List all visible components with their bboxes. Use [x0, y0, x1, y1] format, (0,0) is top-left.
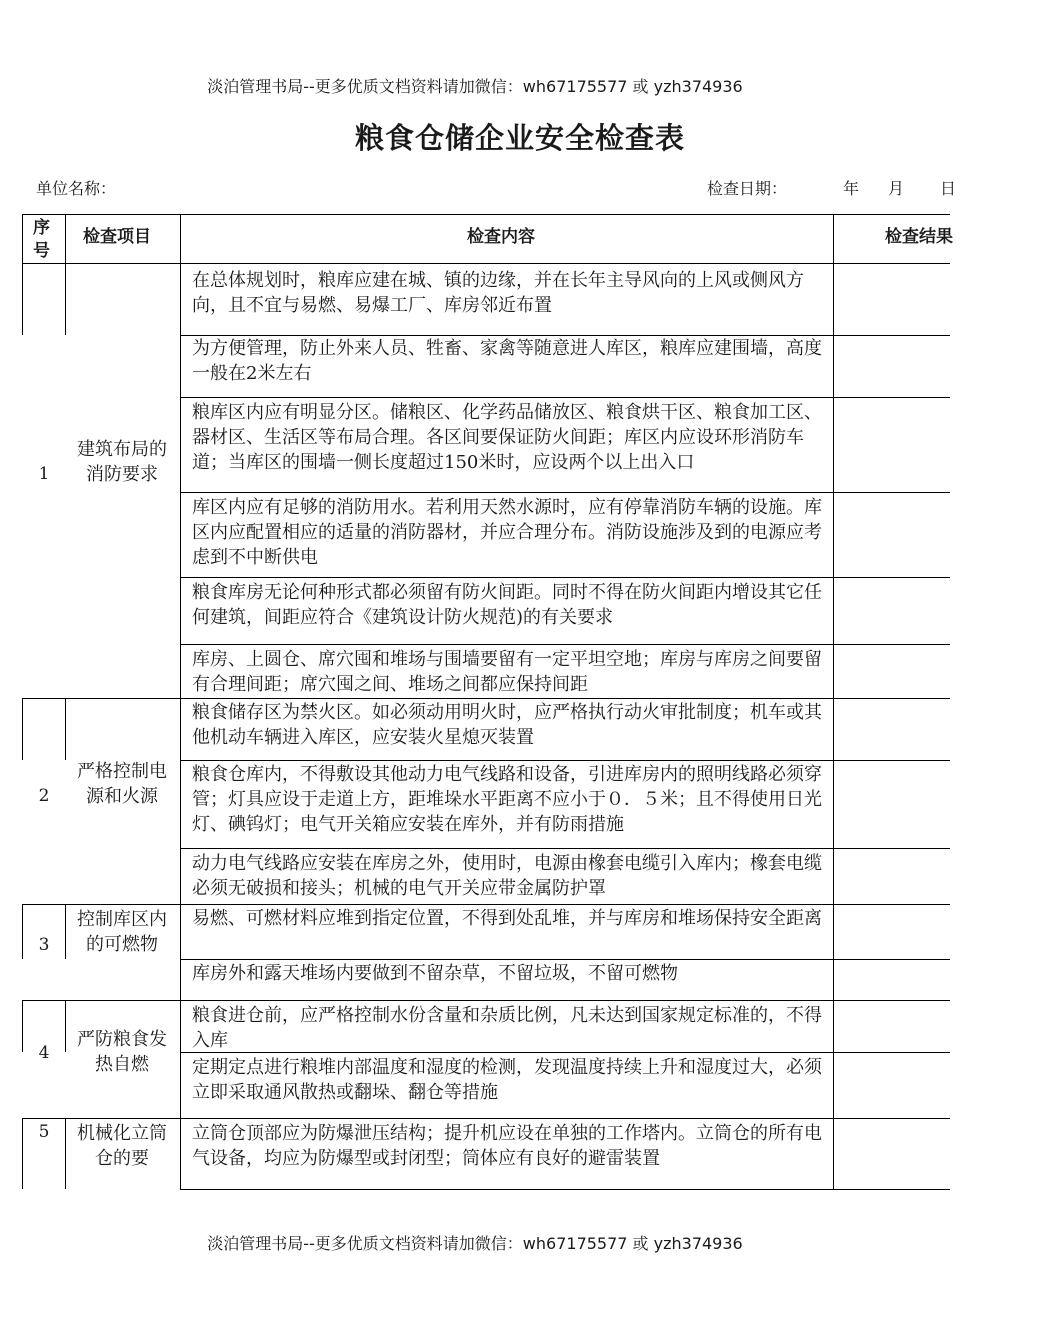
group-seq: 5: [38, 1122, 50, 1142]
content-cell: 库房外和露天堆场内要做到不留杂草，不留垃圾，不留可燃物: [192, 963, 678, 984]
content-cell: 粮食仓库内，不得敷设其他动力电气线路和设备，引进库房内的照明线路必须穿管；灯具应设于走道上方，距堆垛水平距离不应小于０．５米；且不得使用日光灯、碘钨灯；电气开关箱应安装在库外，并有防雨措施: [192, 764, 822, 835]
header-seq: 序号: [33, 218, 50, 261]
header-item: 检查项目: [83, 227, 151, 247]
group-seq: 1: [38, 464, 50, 484]
group-item: 建筑布局的消防要求: [77, 439, 167, 485]
group-item: 机械化立筒仓的要: [77, 1123, 167, 1169]
content-cell: 库区内应有足够的消防用水。若利用天然水源时，应有停靠消防车辆的设施。库区内应配置相应的适量的消防器材，并应合理分布。消防设施涉及到的电源应考虑到不中断供电: [192, 497, 822, 568]
date-year-label: 年: [843, 179, 860, 198]
date-day-label: 日: [940, 179, 957, 198]
header-result: 检查结果: [885, 227, 953, 247]
group-seq: 3: [38, 935, 50, 955]
content-cell: 粮食库房无论何种形式都必须留有防火间距。同时不得在防火间距内增设其它任何建筑，间距应符合《建筑设计防火规范)的有关要求: [192, 582, 822, 628]
group-item: 控制库区内的可燃物: [77, 909, 167, 955]
content-cell: 为方便管理，防止外来人员、牲畜、家禽等随意进人库区，粮库应建围墙，高度一般在2米左右: [192, 338, 822, 384]
content-cell: 动力电气线路应安装在库房之外，使用时，电源由橡套电缆引入库内；橡套电缆必须无破损和接头；机械的电气开关应带金属防护罩: [192, 853, 822, 899]
inspection-date-label: 检查日期：: [707, 179, 788, 198]
unit-name-label: 单位名称：: [36, 179, 117, 198]
content-cell: 粮食储存区为禁火区。如必须动用明火时，应严格执行动火审批制度；机车或其他机动车辆进入库区，应安装火星熄灭装置: [192, 702, 822, 748]
group-seq: 4: [38, 1043, 50, 1063]
group-seq: 2: [38, 786, 50, 806]
content-cell: 粮库区内应有明显分区。储粮区、化学药品储放区、粮食烘干区、粮食加工区、器材区、生活区等布局合理。各区间要保证防火间距；库区内应设环形消防车道；当库区的围墙一侧长度超过150米时，应设两个以上出入口: [192, 402, 822, 473]
header-note: 淡泊管理书局--更多优质文档资料请加微信：wh67175577 或 yzh374936: [207, 77, 743, 96]
footer-note: 淡泊管理书局--更多优质文档资料请加微信：wh67175577 或 yzh374936: [207, 1234, 743, 1253]
content-cell: 立筒仓顶部应为防爆泄压结构；提升机应设在单独的工作塔内。立筒仓的所有电气设备，均应为防爆型或封闭型；筒体应有良好的避雷装置: [192, 1123, 822, 1169]
page-title: 粮食仓储企业安全检查表: [354, 121, 685, 155]
content-cell: 定期定点进行粮堆内部温度和湿度的检测，发现温度持续上升和湿度过大，必须立即采取通风散热或翻垛、翻仓等措施: [192, 1057, 822, 1103]
group-item: 严格控制电源和火源: [77, 761, 167, 807]
date-month-label: 月: [888, 179, 905, 198]
content-cell: 易燃、可燃材料应堆到指定位置，不得到处乱堆，并与库房和堆场保持安全距离: [192, 908, 822, 929]
content-cell: 粮食进仓前，应严格控制水份含量和杂质比例，凡未达到国家规定标准的，不得入库: [192, 1005, 822, 1051]
content-cell: 库房、上圆仓、席穴囤和堆场与围墙要留有一定平坦空地；库房与库房之间要留有合理间距；席穴囤之间、堆场之间都应保持间距: [192, 649, 822, 695]
group-item: 严防粮食发热自燃: [77, 1029, 167, 1075]
header-content: 检查内容: [467, 227, 535, 247]
content-cell: 在总体规划时，粮库应建在城、镇的边缘，并在长年主导风向的上风或侧风方向，且不宜与易燃、易爆工厂、库房邻近布置: [192, 270, 804, 316]
